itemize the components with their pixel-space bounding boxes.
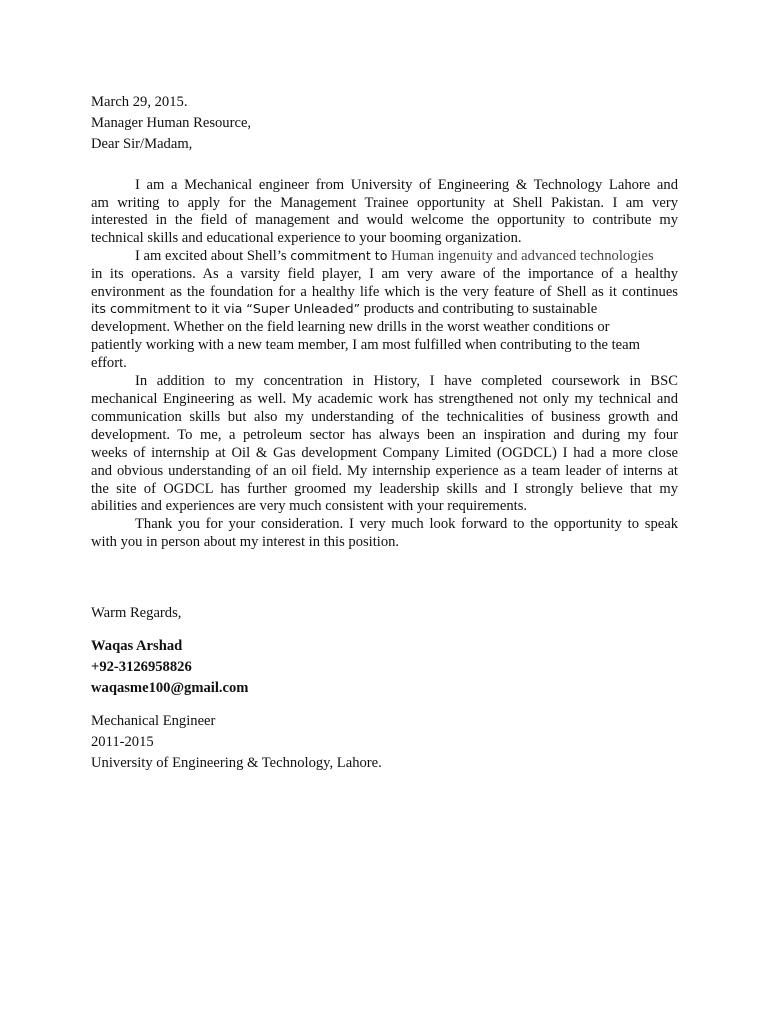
paragraph3-line: abilities and experiences are very much consistent with your requirements. xyxy=(91,498,528,514)
paragraph2-line xyxy=(91,300,597,318)
paragraph2-text-sans: its commitment to it via “Super Unleaded” xyxy=(91,301,361,316)
paragraph2-line: effort. xyxy=(91,355,127,371)
signature-email: waqasme100@gmail.com xyxy=(91,680,249,696)
paragraph2-line xyxy=(135,247,654,265)
paragraph4-line: Thank you for your consideration. I very much look forward to the opportunity to speak xyxy=(135,516,678,532)
credential-university: University of Engineering & Technology, Lahore. xyxy=(91,755,382,771)
letter-date: March 29, 2015. xyxy=(91,94,188,110)
paragraph2-line: patiently working with a new team member, I am most fulfilled when contributing to the team xyxy=(91,337,640,353)
paragraph3-line: In addition to my concentration in History, I have completed coursework in BSC xyxy=(135,373,678,389)
paragraph3-line: weeks of internship at Oil & Gas development Company Limited (OGDCL) I had a more close xyxy=(91,445,678,461)
closing-text: Warm Regards, xyxy=(91,605,182,621)
paragraph3-line: the site of OGDCL has further groomed my leadership skills and I strongly believe that my xyxy=(91,481,678,497)
paragraph1-line: interested in the field of management and would welcome the opportunity to contribute my xyxy=(91,212,678,228)
letter-salutation: Dear Sir/Madam, xyxy=(91,136,193,152)
paragraph2-text-grey: Human ingenuity and advanced technologies xyxy=(387,248,654,264)
paragraph1-line: am writing to apply for the Management Trainee opportunity at Shell Pakistan. I am very xyxy=(91,195,678,211)
paragraph4-line: with you in person about my interest in this position. xyxy=(91,534,400,550)
paragraph2-text: I am excited about Shell’s xyxy=(135,248,291,264)
signature-phone: +92-3126958826 xyxy=(91,659,192,675)
paragraph1-line: technical skills and educational experience to your booming organization. xyxy=(91,230,522,246)
paragraph2-text-sans: commitment to xyxy=(290,248,388,263)
paragraph2-line: in its operations. As a varsity field player, I am very aware of the importance of a healthy xyxy=(91,266,678,282)
paragraph3-line: communication skills but also my understanding of the technicalities of business growth and xyxy=(91,409,678,425)
paragraph3-line: mechanical Engineering as well. My academic work has strengthened not only my technical and xyxy=(91,391,678,407)
letter-recipient: Manager Human Resource, xyxy=(91,115,252,131)
paragraph3-line: development. To me, a petroleum sector has always been an inspiration and during my four xyxy=(91,427,678,443)
signature-name: Waqas Arshad xyxy=(91,638,183,654)
credential-years: 2011-2015 xyxy=(91,734,154,750)
paragraph3-line: and obvious understanding of an oil field. My internship experience as a team leader of interns at xyxy=(91,463,678,479)
paragraph1-line: I am a Mechanical engineer from University of Engineering & Technology Lahore and xyxy=(135,177,678,193)
paragraph2-text: products and contributing to sustainable xyxy=(360,301,598,317)
paragraph2-line: environment as the foundation for a healthy life which is the very feature of Shell as it continues xyxy=(91,284,678,300)
credential-title: Mechanical Engineer xyxy=(91,713,216,729)
paragraph2-line: development. Whether on the field learning new drills in the worst weather conditions or xyxy=(91,319,610,335)
